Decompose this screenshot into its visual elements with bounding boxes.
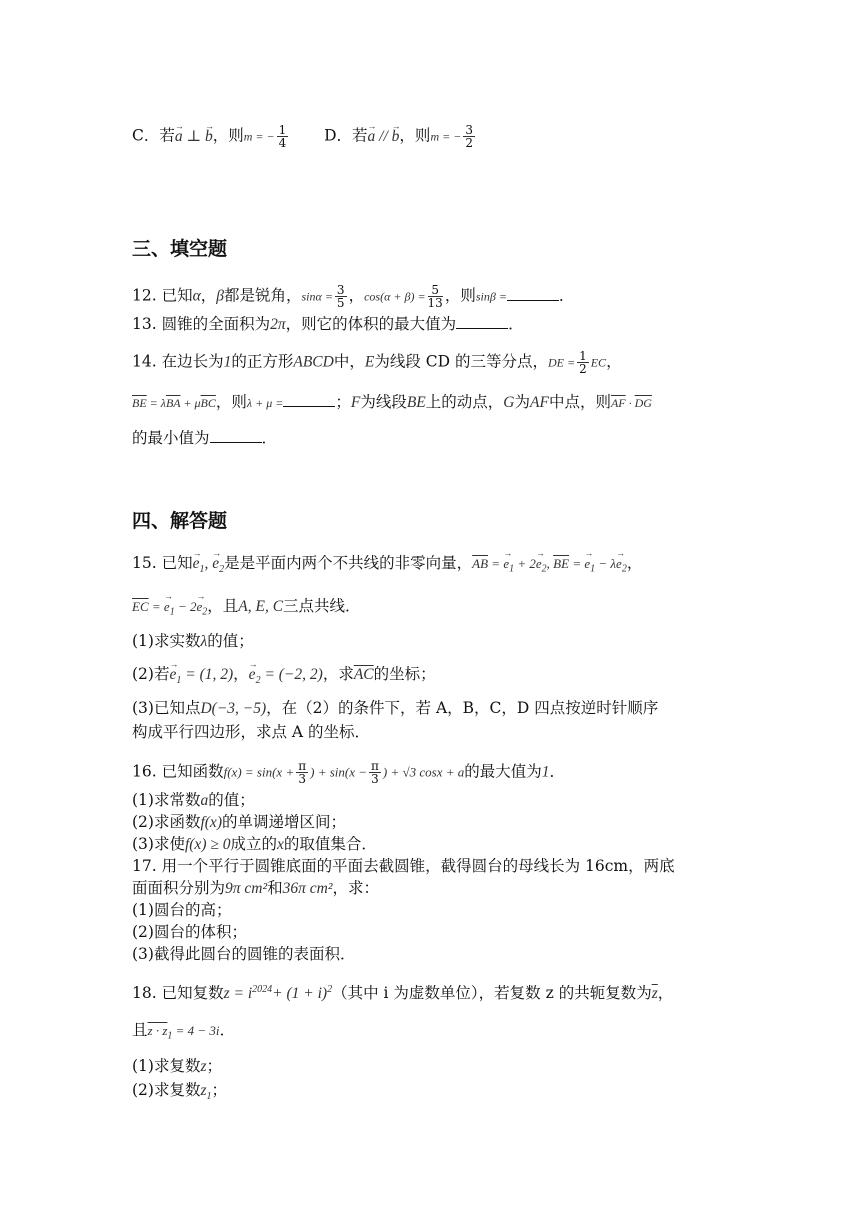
answer-blank[interactable]: [456, 314, 508, 329]
question-14: 14. 在边长为1的正方形ABCD中，E为线段 CD 的三等分点，DE = $\frac{1}{2}$ EC，: [132, 349, 622, 376]
question-16-part1: (1)求常数a的值；: [132, 791, 255, 809]
option-d-label: D．若: [324, 126, 368, 145]
fraction: $\frac{3}{2}$: [465, 123, 473, 150]
question-18-part1: (1)求复数z；: [132, 1057, 223, 1075]
answer-blank[interactable]: [283, 392, 335, 407]
question-17-part2: (2)圆台的体积；: [132, 923, 247, 941]
section-title: 三、填空题: [132, 238, 228, 260]
section-title: 四、解答题: [132, 510, 228, 532]
question-18-part2: (2)求复数$z_1$；: [132, 1081, 228, 1103]
question-16-part3: (3)求使f(x) ≥ 0成立的x的取值集合．: [132, 835, 377, 853]
answer-blank[interactable]: [210, 428, 262, 443]
question-17-part1: (1)圆台的高；: [132, 901, 232, 919]
question-15-line2: $\overline{EC}$ = → $e_1 - 2\to e_2$，且A, E, C三点共线．: [132, 596, 361, 623]
question-15-part1: (1)求实数λ的值；: [132, 632, 254, 650]
answer-blank[interactable]: [507, 286, 559, 301]
question-16-part2: (2)求函数f(x)的单调递增区间；: [132, 813, 346, 831]
question-17-part3: (3)截得此圆台的圆锥的表面积．: [132, 945, 356, 963]
question-17-line2: 面面积分别为9π cm²和36π cm²，求：: [132, 879, 380, 897]
question-15-part3-line2: 构成平行四边形，求点 A 的坐标．: [132, 723, 371, 741]
question-12: 12. 已知α，β都是锐角，sinα = $\frac{3}{5}$ ，cos(α + β) = $\frac{5}{13}$ ，则sinβ = ．: [132, 283, 575, 310]
vector-a: → a ⊥ → b: [175, 128, 213, 145]
fraction: $\frac{1}{4}$: [278, 123, 287, 150]
question-15-part3: (3)已知点D(−3, −5)，在（2）的条件下，若 A，B，C，D 四点按逆时针顺序: [132, 699, 659, 717]
option-c-label: C．若: [132, 126, 175, 145]
question-14-line3: 的最小值为 ．: [132, 429, 278, 447]
question-17: 17. 用一个平行于圆锥底面的平面去截圆锥，截得圆台的母线长为 16cm，两底: [132, 857, 675, 875]
question-18: 18. 已知复数$z = i^{2024}+ (1 + i)^2$（其中 i 为虚数单位），若复数 z 的共轭复数为$\overline{z}$，: [132, 984, 674, 1003]
question-14-line2: $\overline{BE} = \lambda\overline{BA} + \mu\overline{BC}$，则λ + μ = ；F为线段BE上的动点，G为AF中点，则$\overline{AF} \cdot \overline{DG}$: [132, 393, 652, 411]
question-15: 15. 已知→ $e_1$, → $e_2$是是平面内两个不共线的非零向量，$\overline{AB}$ = → $e_1 + 2\to e_2$, $\overline{BE}$ = → $e_1 - \lambda\to e_2$，: [132, 553, 642, 580]
question-16: 16. 已知函数f(x) = sin(x + $\frac{\pi}{3}$ ) + sin(x − $\frac{\pi}{3}$ ) + √3 cosx + a的最大值为1．: [132, 759, 566, 786]
option-c-d: C．若→ a ⊥ → b，则m = − $\frac{1}{4}$ D．若→ a // → b，则m = − $\frac{3}{2}$: [132, 124, 477, 149]
question-15-part2: (2)若→ $e_1 = (1$, 2)，→ $e_2 = (-2$, 2)，求$\overline{AC}$的坐标；: [132, 664, 436, 691]
question-18-line2: 且$z \cdot z_1 = 4 - 3i$．: [132, 1021, 236, 1042]
question-13: 13. 圆锥的全面积为2π，则它的体积的最大值为 ．: [132, 315, 524, 333]
